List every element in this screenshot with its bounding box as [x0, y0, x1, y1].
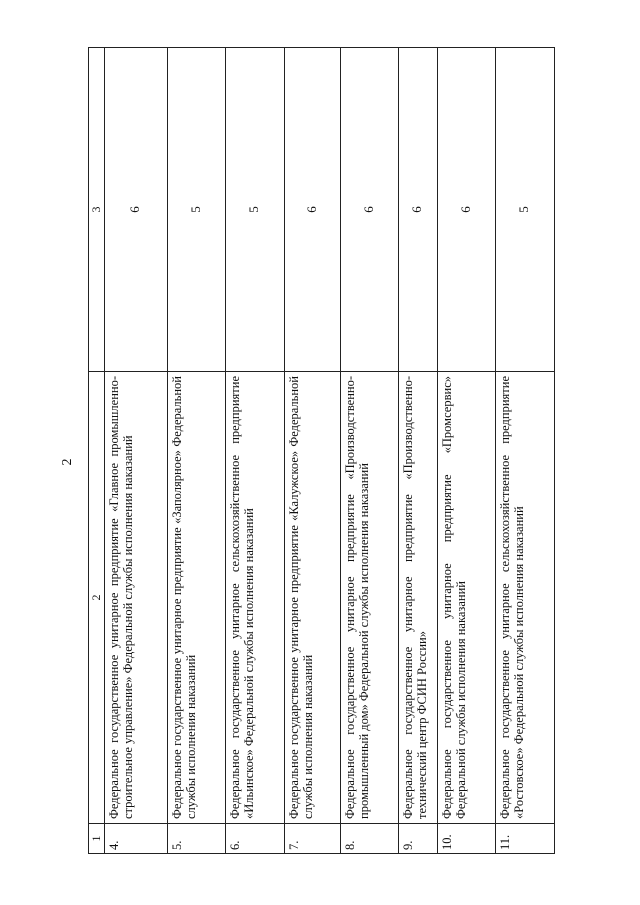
row-number: 11.	[495, 824, 554, 854]
table-row	[398, 48, 437, 854]
page-number: 2	[60, 458, 75, 466]
row-value: 5	[225, 48, 284, 372]
row-number: 8.	[340, 824, 398, 854]
row-value: 6	[340, 48, 398, 372]
header-row	[89, 48, 105, 854]
enterprise-name: Федеральное государственное унитарное предприятие «Производственно-промышленный дом» Федеральной службы исполнения наказаний	[340, 372, 398, 824]
row-value: 6	[284, 48, 340, 372]
table-container	[88, 48, 570, 854]
row-number: 7.	[284, 824, 340, 854]
row-number: 5.	[167, 824, 225, 854]
table-row	[104, 48, 167, 854]
table-row	[437, 48, 495, 854]
enterprise-name: Федеральное государственное унитарное предприятие «Заполярное» Федеральной службы исполнения наказаний	[167, 372, 225, 824]
row-number: 10.	[437, 824, 495, 854]
header-cell: 1	[89, 824, 105, 854]
row-value: 6	[398, 48, 437, 372]
enterprise-name: Федеральное государственное унитарное предприятие «Главное промышленно-строительное управление» Федеральной службы исполнения наказаний	[104, 372, 167, 824]
row-number: 4.	[104, 824, 167, 854]
table-row	[284, 48, 340, 854]
table-row	[167, 48, 225, 854]
header-cell: 3	[89, 48, 105, 372]
table-row	[495, 48, 554, 854]
enterprise-table	[88, 47, 555, 854]
row-value: 5	[495, 48, 554, 372]
row-value: 6	[104, 48, 167, 372]
table-row	[340, 48, 398, 854]
row-value: 6	[437, 48, 495, 372]
row-number: 6.	[225, 824, 284, 854]
header-cell: 2	[89, 372, 105, 824]
enterprise-name: Федеральное государственное унитарное предприятие «Калужское» Федеральной службы исполнения наказаний	[284, 372, 340, 824]
enterprise-name: Федеральное государственное унитарное сельскохозяйственное предприятие «Ростовское» Федеральной службы исполнения наказаний	[495, 372, 554, 824]
table-row	[225, 48, 284, 854]
enterprise-name: Федеральное государственное унитарное предприятие «Промсервис» Федеральной службы исполнения наказаний	[437, 372, 495, 824]
row-number: 9.	[398, 824, 437, 854]
enterprise-name: Федеральное государственное унитарное сельскохозяйственное предприятие «Ильинское» Федеральной службы исполнения наказаний	[225, 372, 284, 824]
row-value: 5	[167, 48, 225, 372]
enterprise-name: Федеральное государственное унитарное предприятие «Производственно-технический центр ФСИН России»	[398, 372, 437, 824]
